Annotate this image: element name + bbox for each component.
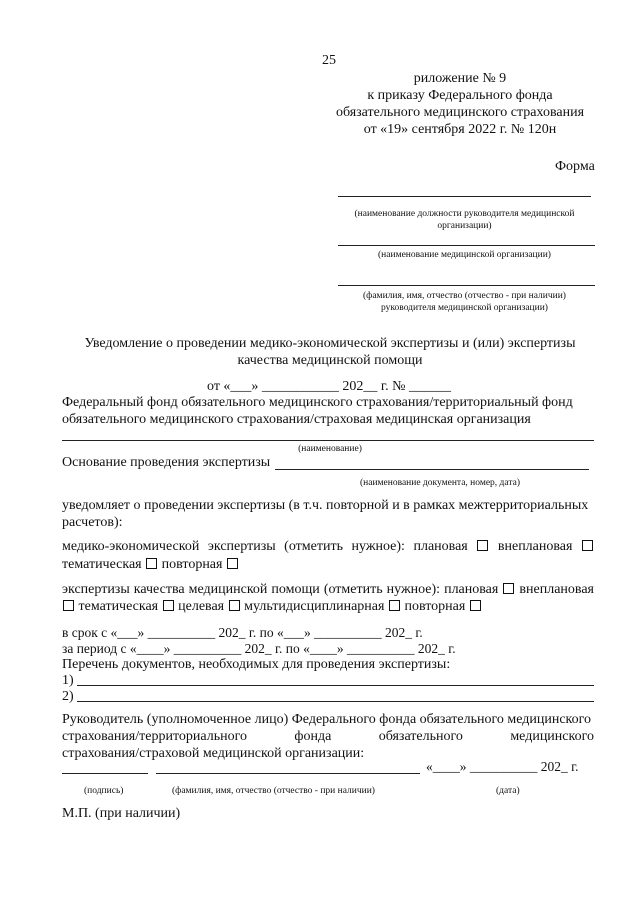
signature-field-line[interactable] — [62, 773, 148, 774]
appendix-line-3: обязательного медицинского страхования — [335, 105, 585, 120]
checkbox-ekmp-repeat[interactable] — [470, 600, 481, 611]
signer-name-caption: (фамилия, имя, отчество (отчество - при наличии) — [172, 786, 375, 796]
mee-label: медико-экономической экспертизы (отметить нужное): плановая — [62, 539, 468, 554]
notice-date-number: от «___» ___________ 202__ г. № ______ — [207, 379, 451, 394]
mee-repeat-label: повторная — [161, 557, 223, 572]
ekmp-line-2 — [62, 598, 482, 615]
notifies-line-1: уведомляет о проведении экспертизы (в т.ч. повторной и в рамках межтерриториальных — [62, 498, 589, 513]
org-caption: (наименование медицинской организации) — [378, 250, 551, 260]
page-number: 25 — [322, 53, 336, 68]
doc-item-1-line[interactable] — [77, 685, 594, 686]
date-caption: (дата) — [496, 786, 520, 796]
period-line: за период с «____» __________ 202_ г. по «____» __________ 202_ г. — [62, 641, 456, 656]
sign-caption: (подпись) — [84, 786, 124, 796]
sender-line-1: Федеральный фонд обязательного медицинского страхования/территориальный фонд — [62, 395, 573, 410]
mee-line-2 — [62, 556, 239, 573]
mee-unplanned-label: внеплановая — [497, 539, 573, 554]
appendix-line-1: риложение № 9 — [413, 71, 507, 86]
checkbox-mee-unplanned[interactable] — [582, 540, 593, 551]
head-name-field-line[interactable] — [338, 285, 595, 286]
appendix-block — [330, 70, 590, 138]
signature-line-3: страхования/страховой медицинской организации: — [62, 746, 365, 761]
doc-item-2-line[interactable] — [77, 701, 594, 702]
sender-name-caption: (наименование) — [298, 444, 362, 454]
ekmp-targeted-label: целевая — [178, 599, 225, 614]
signature-line-1: Руководитель (уполномоченное лицо) Федерального фонда обязательного медицинского — [62, 712, 592, 727]
checkbox-ekmp-thematic[interactable] — [163, 600, 174, 611]
title-line-2: качества медицинской помощи — [237, 353, 423, 368]
stamp-label: М.П. (при наличии) — [62, 806, 181, 821]
position-field-line[interactable] — [338, 196, 591, 197]
ekmp-repeat-label: повторная — [404, 599, 466, 614]
mee-thematic-label: тематическая — [62, 557, 142, 572]
basis-caption: (наименование документа, номер, дата) — [359, 478, 520, 488]
basis-field-line[interactable] — [275, 469, 589, 470]
appendix-line-2: к приказу Федерального фонда — [367, 88, 553, 103]
signature-line-2: страхования/территориального фонда обязательного медицинского — [62, 729, 594, 744]
deadline-line: в срок с «___» __________ 202_ г. по «___» __________ 202_ г. — [62, 625, 423, 640]
checkbox-ekmp-targeted[interactable] — [229, 600, 240, 611]
checkbox-mee-repeat[interactable] — [227, 558, 238, 569]
checkbox-ekmp-planned[interactable] — [503, 583, 514, 594]
head-name-caption-2: руководителя медицинской организации) — [381, 303, 548, 313]
mee-line-1 — [62, 538, 594, 555]
docs-label: Перечень документов, необходимых для проведения экспертизы: — [62, 657, 451, 672]
form-label: Форма — [555, 159, 595, 174]
ekmp-label: экспертизы качества медицинской помощи (отметить нужное): плановая — [62, 582, 499, 597]
appendix-line-4: от «19» сентября 2022 г. № 120н — [363, 122, 557, 137]
ekmp-multi-label: мультидисциплинарная — [244, 599, 385, 614]
ekmp-thematic-label: тематическая — [78, 599, 159, 614]
doc-item-1-number: 1) — [62, 673, 74, 688]
org-field-line[interactable] — [338, 245, 595, 246]
checkbox-mee-thematic[interactable] — [146, 558, 157, 569]
checkbox-mee-planned[interactable] — [477, 540, 488, 551]
notifies-line-2: расчетов): — [62, 515, 123, 530]
page-title — [60, 335, 600, 369]
signature-date: «____» __________ 202_ г. — [426, 759, 579, 774]
checkbox-ekmp-multi[interactable] — [389, 600, 400, 611]
signer-name-field-line[interactable] — [156, 773, 420, 774]
doc-item-2-number: 2) — [62, 689, 74, 704]
head-name-caption-1: (фамилия, имя, отчество (отчество - при наличии) — [363, 291, 566, 301]
checkbox-ekmp-unplanned[interactable] — [63, 600, 74, 611]
title-line-1: Уведомление о проведении медико-экономической экспертизы и (или) экспертизы — [84, 336, 576, 351]
basis-label: Основание проведения экспертизы — [62, 455, 271, 470]
ekmp-unplanned-label: внеплановая — [519, 582, 594, 597]
sender-name-field-line[interactable] — [62, 440, 594, 441]
ekmp-line-1 — [62, 581, 594, 598]
position-caption: (наименование должности руководителя медицинской организации) — [354, 209, 575, 231]
sender-line-2: обязательного медицинского страхования/страховая медицинская организация — [62, 412, 531, 427]
